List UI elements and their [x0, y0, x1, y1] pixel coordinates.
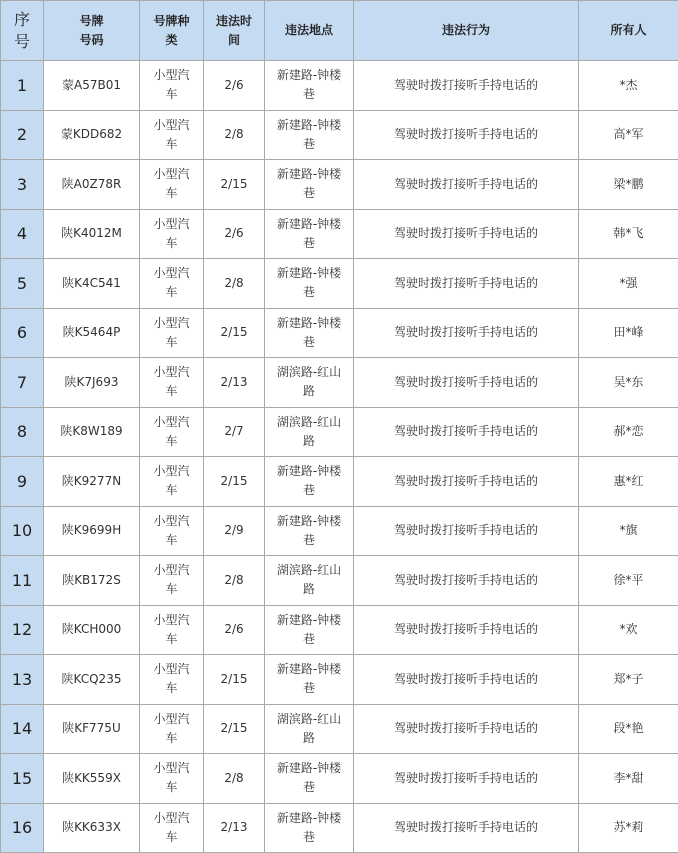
plate-number: 陕KK559X — [44, 754, 140, 804]
header-behavior: 违法行为 — [354, 1, 579, 61]
plate-number: 陕KCH000 — [44, 605, 140, 655]
row-index: 13 — [1, 655, 44, 705]
owner-name: 郝*恋 — [579, 407, 678, 457]
violation-time: 2/6 — [204, 209, 265, 259]
table-row — [1, 61, 678, 111]
plate-type: 小型汽 车 — [140, 358, 204, 408]
table-row — [1, 803, 678, 853]
plate-number: 陕K4012M — [44, 209, 140, 259]
violation-time: 2/13 — [204, 358, 265, 408]
violation-location: 新建路-钟楼 巷 — [265, 61, 354, 111]
violation-time: 2/15 — [204, 704, 265, 754]
table-body — [1, 61, 678, 853]
violation-location: 湖滨路-红山 路 — [265, 556, 354, 606]
violation-behavior: 驾驶时拨打接听手持电话的 — [354, 160, 579, 210]
header-time: 违法时 间 — [204, 1, 265, 61]
violation-time: 2/8 — [204, 754, 265, 804]
violation-time: 2/6 — [204, 61, 265, 111]
plate-number: 陕K4C541 — [44, 259, 140, 309]
plate-number: 蒙A57B01 — [44, 61, 140, 111]
plate-number: 陕K5464P — [44, 308, 140, 358]
violation-location: 新建路-钟楼 巷 — [265, 457, 354, 507]
violation-location: 新建路-钟楼 巷 — [265, 655, 354, 705]
table-row — [1, 209, 678, 259]
violation-behavior: 驾驶时拨打接听手持电话的 — [354, 704, 579, 754]
table-row — [1, 754, 678, 804]
violation-behavior: 驾驶时拨打接听手持电话的 — [354, 259, 579, 309]
row-index: 15 — [1, 754, 44, 804]
plate-number: 陕KF775U — [44, 704, 140, 754]
plate-type: 小型汽 车 — [140, 407, 204, 457]
table-row — [1, 358, 678, 408]
violation-time: 2/9 — [204, 506, 265, 556]
owner-name: *欢 — [579, 605, 678, 655]
table-header-row — [1, 1, 678, 61]
table-row — [1, 556, 678, 606]
plate-number: 陕KK633X — [44, 803, 140, 853]
violation-behavior: 驾驶时拨打接听手持电话的 — [354, 506, 579, 556]
header-plate-type: 号牌种 类 — [140, 1, 204, 61]
header-plate: 号牌 号码 — [44, 1, 140, 61]
violation-location: 新建路-钟楼 巷 — [265, 110, 354, 160]
plate-number: 陕K9277N — [44, 457, 140, 507]
plate-type: 小型汽 车 — [140, 61, 204, 111]
owner-name: *旗 — [579, 506, 678, 556]
row-index: 10 — [1, 506, 44, 556]
owner-name: 梁*鹏 — [579, 160, 678, 210]
violation-behavior: 驾驶时拨打接听手持电话的 — [354, 655, 579, 705]
plate-type: 小型汽 车 — [140, 457, 204, 507]
violation-behavior: 驾驶时拨打接听手持电话的 — [354, 605, 579, 655]
violation-behavior: 驾驶时拨打接听手持电话的 — [354, 209, 579, 259]
plate-number: 陕K9699H — [44, 506, 140, 556]
row-index: 6 — [1, 308, 44, 358]
row-index: 14 — [1, 704, 44, 754]
violation-time: 2/8 — [204, 110, 265, 160]
row-index: 7 — [1, 358, 44, 408]
table-row — [1, 259, 678, 309]
row-index: 3 — [1, 160, 44, 210]
row-index: 1 — [1, 61, 44, 111]
violation-behavior: 驾驶时拨打接听手持电话的 — [354, 803, 579, 853]
owner-name: 苏*莉 — [579, 803, 678, 853]
plate-type: 小型汽 车 — [140, 556, 204, 606]
table-row — [1, 605, 678, 655]
violation-time: 2/8 — [204, 259, 265, 309]
owner-name: 徐*平 — [579, 556, 678, 606]
violation-time: 2/7 — [204, 407, 265, 457]
violation-location: 新建路-钟楼 巷 — [265, 160, 354, 210]
plate-number: 陕A0Z78R — [44, 160, 140, 210]
plate-type: 小型汽 车 — [140, 160, 204, 210]
plate-type: 小型汽 车 — [140, 308, 204, 358]
owner-name: 李*甜 — [579, 754, 678, 804]
violation-behavior: 驾驶时拨打接听手持电话的 — [354, 457, 579, 507]
plate-number: 陕K7J693 — [44, 358, 140, 408]
violation-time: 2/13 — [204, 803, 265, 853]
owner-name: 吴*东 — [579, 358, 678, 408]
table-row — [1, 457, 678, 507]
violation-behavior: 驾驶时拨打接听手持电话的 — [354, 61, 579, 111]
violation-time: 2/15 — [204, 308, 265, 358]
violation-time: 2/6 — [204, 605, 265, 655]
plate-type: 小型汽 车 — [140, 754, 204, 804]
violation-location: 新建路-钟楼 巷 — [265, 506, 354, 556]
plate-type: 小型汽 车 — [140, 605, 204, 655]
violation-location: 湖滨路-红山 路 — [265, 704, 354, 754]
row-index: 5 — [1, 259, 44, 309]
row-index: 16 — [1, 803, 44, 853]
plate-number: 陕KB172S — [44, 556, 140, 606]
owner-name: *强 — [579, 259, 678, 309]
table-row — [1, 407, 678, 457]
plate-type: 小型汽 车 — [140, 704, 204, 754]
violation-behavior: 驾驶时拨打接听手持电话的 — [354, 308, 579, 358]
violation-behavior: 驾驶时拨打接听手持电话的 — [354, 358, 579, 408]
header-index: 序 号 — [1, 1, 44, 61]
violation-location: 新建路-钟楼 巷 — [265, 605, 354, 655]
plate-type: 小型汽 车 — [140, 259, 204, 309]
row-index: 9 — [1, 457, 44, 507]
plate-number: 蒙KDD682 — [44, 110, 140, 160]
violation-location: 湖滨路-红山 路 — [265, 407, 354, 457]
plate-number: 陕KCQ235 — [44, 655, 140, 705]
row-index: 11 — [1, 556, 44, 606]
violation-time: 2/15 — [204, 457, 265, 507]
owner-name: 段*艳 — [579, 704, 678, 754]
row-index: 12 — [1, 605, 44, 655]
plate-type: 小型汽 车 — [140, 655, 204, 705]
violation-location: 新建路-钟楼 巷 — [265, 259, 354, 309]
violation-location: 湖滨路-红山 路 — [265, 358, 354, 408]
violation-location: 新建路-钟楼 巷 — [265, 754, 354, 804]
violation-behavior: 驾驶时拨打接听手持电话的 — [354, 110, 579, 160]
header-owner: 所有人 — [579, 1, 678, 61]
header-location: 违法地点 — [265, 1, 354, 61]
plate-type: 小型汽 车 — [140, 803, 204, 853]
plate-type: 小型汽 车 — [140, 110, 204, 160]
table-row — [1, 160, 678, 210]
row-index: 4 — [1, 209, 44, 259]
violation-time: 2/15 — [204, 655, 265, 705]
table-row — [1, 704, 678, 754]
violation-behavior: 驾驶时拨打接听手持电话的 — [354, 556, 579, 606]
violation-behavior: 驾驶时拨打接听手持电话的 — [354, 407, 579, 457]
plate-number: 陕K8W189 — [44, 407, 140, 457]
plate-type: 小型汽 车 — [140, 506, 204, 556]
violation-location: 新建路-钟楼 巷 — [265, 209, 354, 259]
row-index: 8 — [1, 407, 44, 457]
plate-type: 小型汽 车 — [140, 209, 204, 259]
table-row — [1, 110, 678, 160]
owner-name: 惠*红 — [579, 457, 678, 507]
owner-name: 韩*飞 — [579, 209, 678, 259]
owner-name: 高*军 — [579, 110, 678, 160]
violation-time: 2/8 — [204, 556, 265, 606]
row-index: 2 — [1, 110, 44, 160]
owner-name: 郑*子 — [579, 655, 678, 705]
table-row — [1, 506, 678, 556]
violation-behavior: 驾驶时拨打接听手持电话的 — [354, 754, 579, 804]
owner-name: 田*峰 — [579, 308, 678, 358]
violation-location: 新建路-钟楼 巷 — [265, 803, 354, 853]
violation-time: 2/15 — [204, 160, 265, 210]
table-row — [1, 655, 678, 705]
violation-location: 新建路-钟楼 巷 — [265, 308, 354, 358]
owner-name: *杰 — [579, 61, 678, 111]
table-row — [1, 308, 678, 358]
